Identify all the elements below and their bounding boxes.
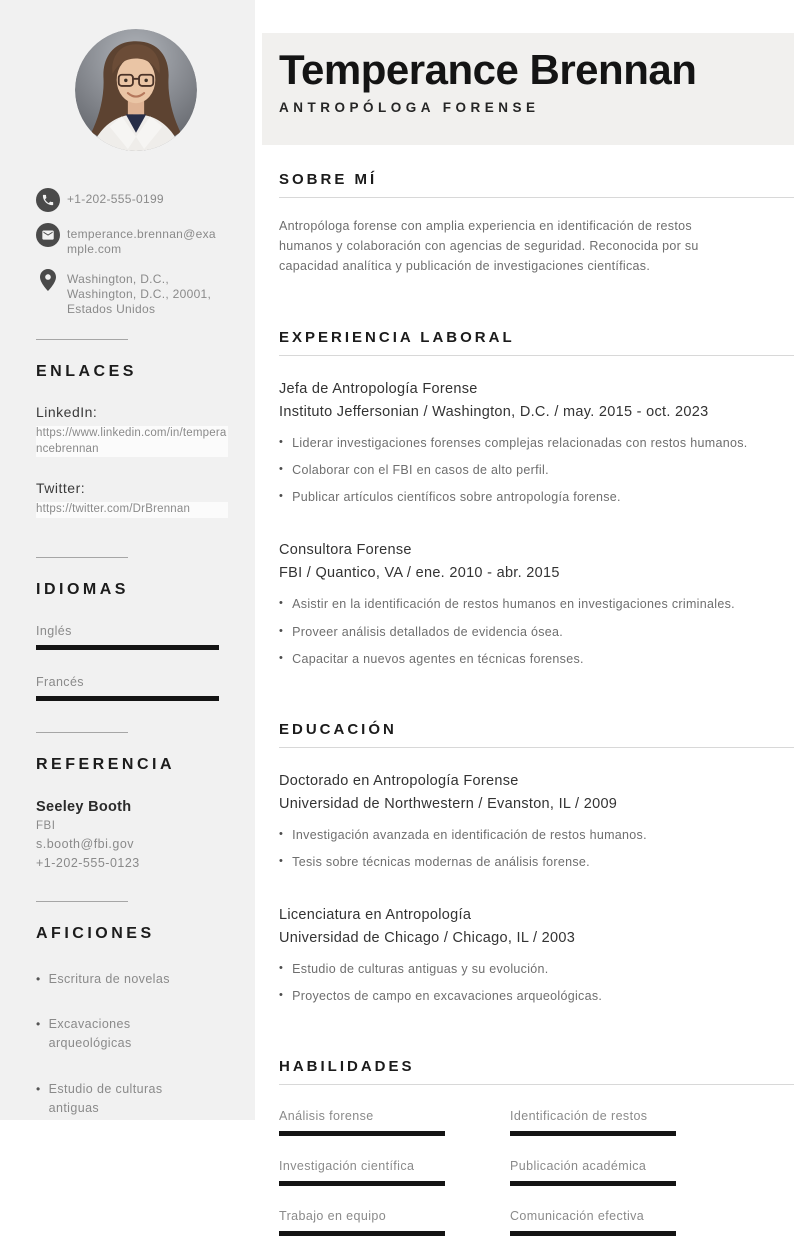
- skills-section: [255, 1058, 794, 1236]
- job-bullet-text: Liderar investigaciones forenses complejas relacionadas con restos humanos.: [292, 436, 748, 450]
- degree-name: Doctorado en Antropología Forense: [279, 772, 519, 789]
- hobby-label: Escritura de novelas: [48, 971, 170, 986]
- hobby-item: [36, 1015, 216, 1053]
- skill-name: Publicación académica: [510, 1159, 647, 1174]
- contact-address-row: [36, 268, 235, 317]
- degree-bullets: [279, 826, 794, 871]
- job-role: Consultora Forense: [279, 542, 412, 559]
- section-underline: [279, 1084, 794, 1085]
- hobbies-section-title: AFICIONES: [36, 924, 155, 942]
- skill-item: [279, 1209, 445, 1236]
- address: [67, 268, 217, 317]
- job-bullet-text: Asistir en la identificación de restos humanos en investigaciones criminales.: [292, 597, 735, 612]
- degree-name: Licenciatura en Antropología: [279, 907, 472, 923]
- job-bullets: [279, 434, 794, 506]
- job-bullet: [279, 488, 794, 506]
- skill-level-fill: [510, 1181, 676, 1186]
- main-content: [255, 0, 794, 1224]
- skill-level-fill: [510, 1231, 676, 1236]
- job-bullet-text: Capacitar a nuevos agentes en técnicas forenses.: [292, 651, 584, 666]
- skill-level-bar: [510, 1131, 676, 1136]
- skill-name: Identificación de restos: [510, 1109, 648, 1124]
- sidebar: [0, 0, 255, 1120]
- language-item: [36, 624, 235, 650]
- bullet-dot: •: [279, 463, 284, 476]
- reference-section-title: REFERENCIA: [36, 755, 176, 773]
- degree-bullet: [279, 960, 794, 978]
- hobby-label: Excavaciones arqueológicas: [48, 1017, 132, 1051]
- sidebar-divider: [36, 557, 128, 558]
- job-bullet: [279, 650, 794, 668]
- linkedin-label: LinkedIn:: [36, 404, 98, 420]
- sidebar-divider: [36, 732, 128, 733]
- sidebar-divider: [36, 901, 128, 902]
- skill-item: [510, 1109, 676, 1136]
- person-name: Temperance Brennan: [279, 46, 697, 93]
- skill-level-fill: [279, 1131, 445, 1136]
- education-title: EDUCACIÓN: [279, 720, 397, 738]
- profile-photo: [75, 29, 197, 151]
- links-section-title: ENLACES: [36, 363, 137, 380]
- language-level-fill: [36, 696, 219, 701]
- about-text: Antropóloga forense con amplia experiencia en identificación de restos humanos y colaboración con agencias de seguridad. Reconocida por su capacidad analítica y publicación de investigaciones científicas.: [279, 219, 699, 273]
- language-level-bar: [36, 645, 219, 650]
- twitter-label: Twitter:: [36, 480, 86, 497]
- reference-phone: +1-202-555-0123: [36, 855, 140, 870]
- linkedin-url[interactable]: https://www.linkedin.com/in/temperancebrennan: [36, 426, 228, 457]
- job-role: Jefa de Antropología Forense: [279, 381, 478, 397]
- job-meta: Instituto Jeffersonian / Washington, D.C. / may. 2015 - oct. 2023: [279, 404, 709, 420]
- degree-bullet-text: Tesis sobre técnicas modernas de análisis forense.: [292, 854, 590, 869]
- phone-icon: [36, 188, 60, 212]
- section-underline: [279, 747, 794, 748]
- bullet-dot: •: [279, 989, 284, 1002]
- job-bullet-text: Colaborar con el FBI en casos de alto perfil.: [292, 463, 549, 478]
- language-level-fill: [36, 645, 219, 650]
- degree-entry: [279, 773, 794, 871]
- address-line-1: Washington, D.C.,: [67, 272, 170, 286]
- job-bullet: [279, 623, 794, 641]
- degree-bullet: [279, 987, 794, 1005]
- skill-level-bar: [279, 1181, 445, 1186]
- skill-level-bar: [279, 1131, 445, 1136]
- link-item-twitter: [36, 480, 235, 518]
- bullet-dot: •: [279, 624, 284, 637]
- skill-name: Análisis forense: [279, 1109, 374, 1124]
- reference-email[interactable]: s.booth@fbi.gov: [36, 836, 135, 851]
- skill-level-bar: [279, 1231, 445, 1236]
- reference-name: Seeley Booth: [36, 798, 132, 815]
- skill-level-fill: [510, 1131, 676, 1136]
- language-name: Inglés: [36, 623, 72, 638]
- skill-level-bar: [510, 1231, 676, 1236]
- skill-item: [510, 1159, 676, 1186]
- bullet-dot: •: [279, 597, 284, 610]
- languages-section-title: IDIOMAS: [36, 580, 129, 598]
- contact-phone-row: [36, 188, 235, 212]
- about-title: SOBRE MÍ: [279, 171, 378, 188]
- experience-title: EXPERIENCIA LABORAL: [279, 329, 515, 346]
- skill-name: Comunicación efectiva: [510, 1209, 645, 1224]
- person-job-title: ANTROPÓLOGA FORENSE: [279, 100, 540, 116]
- job-bullet: [279, 595, 794, 613]
- bullet-dot: •: [279, 962, 284, 974]
- address-line-2: Washington, D.C., 20001,: [67, 287, 212, 301]
- skills-title: HABILIDADES: [279, 1058, 415, 1076]
- avatar: [75, 29, 197, 151]
- reference-organization: FBI: [36, 819, 56, 832]
- email-icon: [36, 223, 60, 247]
- degree-entry: [279, 907, 794, 1005]
- bullet-dot: •: [279, 490, 284, 503]
- job-meta: FBI / Quantico, VA / ene. 2010 - abr. 2015: [279, 565, 560, 582]
- skill-level-fill: [279, 1181, 445, 1186]
- phone-number: +1-202-555-0199: [67, 192, 164, 206]
- contact-email-row: [36, 223, 235, 257]
- bullet-dot: •: [36, 971, 41, 986]
- experience-section: [255, 329, 794, 668]
- address-line-3: Estados Unidos: [67, 302, 156, 316]
- degree-meta: Universidad de Northwestern / Evanston, IL / 2009: [279, 795, 618, 812]
- job-bullet-text: Publicar artículos científicos sobre antropología forense.: [292, 490, 621, 505]
- skill-level-fill: [279, 1231, 445, 1236]
- contact-info: [36, 188, 235, 317]
- bullet-dot: •: [36, 1017, 41, 1032]
- email-address[interactable]: temperance.brennan@example.com: [67, 227, 216, 256]
- degree-bullet-text: Estudio de culturas antiguas y su evolución.: [292, 962, 549, 976]
- sidebar-divider: [36, 339, 128, 340]
- bullet-dot: •: [279, 854, 284, 867]
- skill-name: Trabajo en equipo: [279, 1209, 387, 1224]
- about-section: [255, 171, 794, 276]
- job-entry: [279, 381, 794, 506]
- skill-level-bar: [510, 1181, 676, 1186]
- section-underline: [279, 355, 794, 356]
- language-item: [36, 675, 235, 701]
- bullet-dot: •: [279, 651, 284, 664]
- hobby-item: [36, 970, 216, 989]
- skills-grid: [279, 1109, 794, 1236]
- skill-item: [510, 1209, 676, 1236]
- job-bullet-text: Proveer análisis detallados de evidencia ósea.: [292, 624, 564, 639]
- twitter-url[interactable]: https://twitter.com/DrBrennan: [36, 502, 228, 518]
- skill-name: Investigación científica: [279, 1159, 415, 1174]
- skill-item: [279, 1159, 445, 1186]
- degree-bullet: [279, 853, 794, 871]
- job-bullet: [279, 434, 794, 452]
- link-item-linkedin: [36, 404, 235, 457]
- degree-bullet-text: Proyectos de campo en excavaciones arqueológicas.: [292, 989, 603, 1004]
- section-underline: [279, 197, 794, 198]
- hobby-label: Estudio de culturas antiguas: [48, 1081, 163, 1115]
- degree-meta: Universidad de Chicago / Chicago, IL / 2003: [279, 930, 576, 946]
- language-level-bar: [36, 696, 219, 701]
- header-band: [262, 33, 794, 145]
- hobby-item: [36, 1080, 216, 1118]
- job-bullet: [279, 461, 794, 479]
- skill-item: [279, 1109, 445, 1136]
- location-pin-icon: [36, 268, 60, 292]
- degree-bullet-text: Investigación avanzada en identificación de restos humanos.: [292, 827, 647, 842]
- bullet-dot: •: [279, 827, 284, 840]
- degree-bullet: [279, 826, 794, 844]
- education-section: [255, 721, 794, 1006]
- language-name: Francés: [36, 674, 84, 689]
- job-bullets: [279, 595, 794, 667]
- job-entry: [279, 542, 794, 667]
- bullet-dot: •: [36, 1081, 41, 1096]
- degree-bullets: [279, 960, 794, 1005]
- bullet-dot: •: [279, 436, 284, 448]
